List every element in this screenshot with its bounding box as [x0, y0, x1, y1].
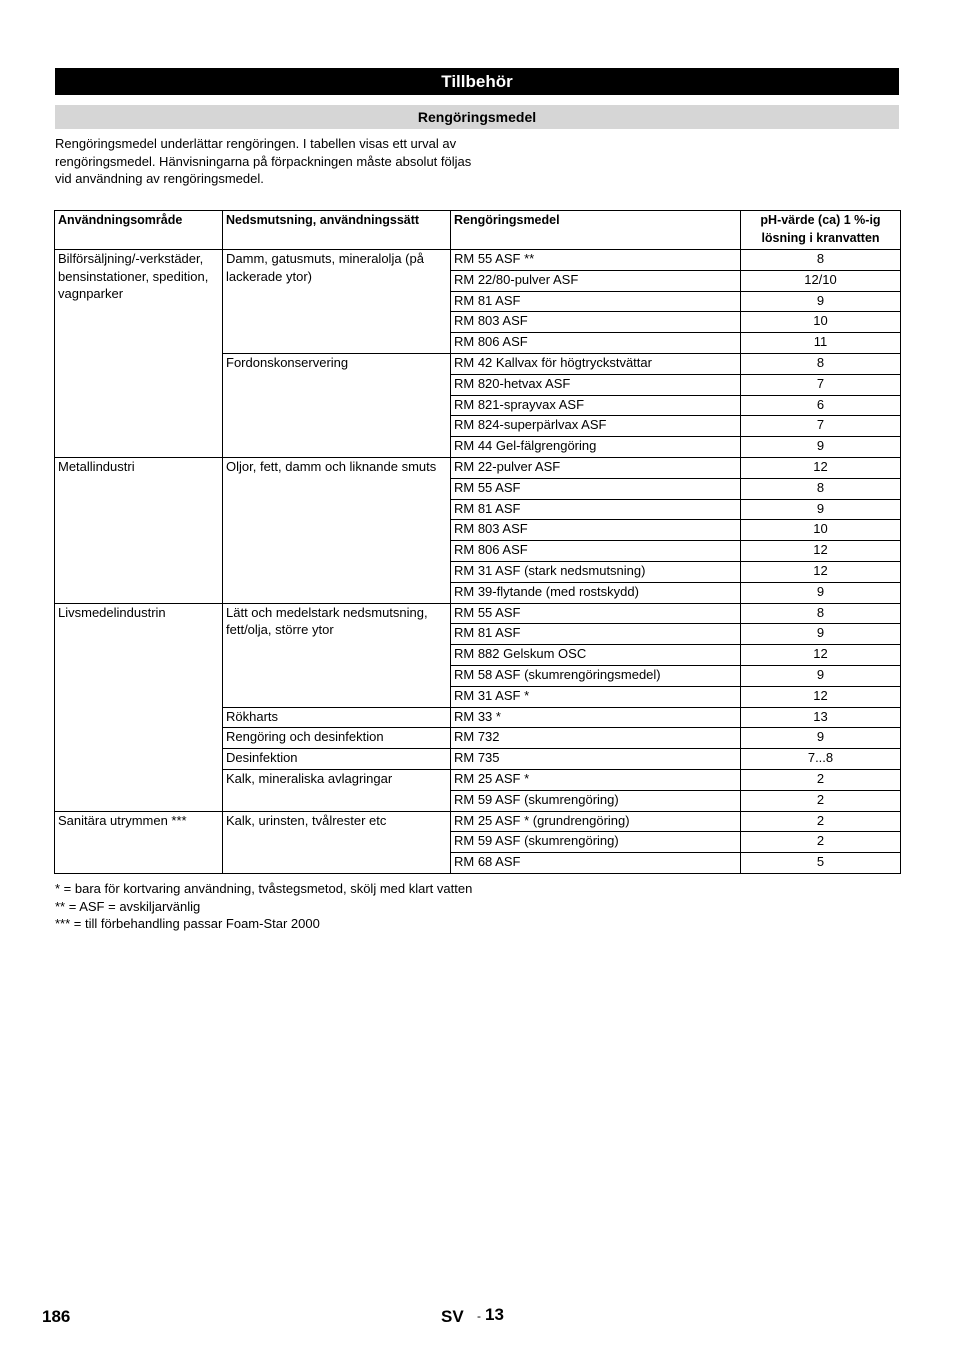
cell-agent: RM 81 ASF: [451, 291, 741, 312]
cell-ph: 7...8: [741, 749, 901, 770]
footnote: *** = till förbehandling passar Foam-Star 2000: [55, 916, 320, 931]
cell-ph: 10: [741, 312, 901, 333]
footnote: ** = ASF = avskiljarvänlig: [55, 898, 201, 914]
table-row: [55, 250, 901, 271]
cell-area: Livsmedelindustrin: [55, 603, 223, 811]
cell-area: Bilförsäljning/-verkstäder, bensinstationer, spedition, vagnparker: [55, 250, 223, 458]
cell-agent: RM 732: [451, 728, 741, 749]
cell-ph: 12: [741, 561, 901, 582]
cell-ph: 7: [741, 416, 901, 437]
cell-agent: RM 59 ASF (skumrengöring): [451, 790, 741, 811]
sub-page-value: 13: [485, 1305, 504, 1324]
cell-ph: 8: [741, 250, 901, 271]
cell-soiling: Fordonskonservering: [223, 353, 451, 457]
cell-agent: RM 33 *: [451, 707, 741, 728]
cell-ph: 8: [741, 603, 901, 624]
footnote: * = bara för kortvaring användning, tvåstegsmetod, skölj med klart vatten: [55, 881, 473, 896]
cell-ph: 9: [741, 728, 901, 749]
cell-soiling: Kalk, urinsten, tvålrester etc: [223, 811, 451, 873]
sub-page-number: [477, 1305, 504, 1325]
cell-agent: RM 39-flytande (med rostskydd): [451, 582, 741, 603]
cell-ph: 11: [741, 333, 901, 354]
cell-agent: RM 31 ASF *: [451, 686, 741, 707]
cell-agent: RM 806 ASF: [451, 333, 741, 354]
cell-agent: RM 22-pulver ASF: [451, 457, 741, 478]
cell-area: Sanitära utrymmen ***: [55, 811, 223, 873]
cell-ph: 6: [741, 395, 901, 416]
cell-agent: RM 25 ASF * (grundrengöring): [451, 811, 741, 832]
cell-ph: 8: [741, 478, 901, 499]
cell-ph: 12: [741, 645, 901, 666]
cell-agent: RM 81 ASF: [451, 499, 741, 520]
column-header-soiling: Nedsmutsning, användningssätt: [223, 211, 451, 250]
cell-soiling: Damm, gatusmuts, mineralolja (på lackerade ytor): [223, 250, 451, 354]
cell-soiling: Desinfektion: [223, 749, 451, 770]
table-row: [55, 457, 901, 478]
cell-ph: 8: [741, 353, 901, 374]
cell-agent: RM 44 Gel-fälgrengöring: [451, 437, 741, 458]
column-header-area: Användningsområde: [55, 211, 223, 250]
sub-page-dash: -: [477, 1309, 481, 1323]
column-header-agent: Rengöringsmedel: [451, 211, 741, 250]
table-header-row: [55, 211, 901, 250]
cell-soiling: Lätt och medelstark nedsmutsning, fett/olja, större ytor: [223, 603, 451, 707]
cell-ph: 2: [741, 811, 901, 832]
cell-soiling: Rengöring och desinfektion: [223, 728, 451, 749]
cell-ph: 13: [741, 707, 901, 728]
cell-ph: 12/10: [741, 270, 901, 291]
cell-ph: 9: [741, 499, 901, 520]
cell-ph: 12: [741, 457, 901, 478]
cell-agent: RM 55 ASF: [451, 478, 741, 499]
cell-ph: 12: [741, 541, 901, 562]
cell-agent: RM 821-sprayvax ASF: [451, 395, 741, 416]
cell-ph: 7: [741, 374, 901, 395]
section-subtitle: Rengöringsmedel: [55, 105, 899, 129]
cell-agent: RM 824-superpärlvax ASF: [451, 416, 741, 437]
cell-agent: RM 59 ASF (skumrengöring): [451, 832, 741, 853]
cell-ph: 9: [741, 582, 901, 603]
cell-ph: 9: [741, 437, 901, 458]
cell-agent: RM 820-hetvax ASF: [451, 374, 741, 395]
cell-agent: RM 81 ASF: [451, 624, 741, 645]
cell-ph: 2: [741, 790, 901, 811]
cell-ph: 5: [741, 853, 901, 874]
table-row: [55, 603, 901, 624]
language-code: SV: [441, 1307, 464, 1326]
cell-agent: RM 803 ASF: [451, 312, 741, 333]
cell-agent: RM 68 ASF: [451, 853, 741, 874]
cell-agent: RM 55 ASF **: [451, 250, 741, 271]
section-title: Tillbehör: [55, 68, 899, 95]
cell-agent: RM 31 ASF (stark nedsmutsning): [451, 561, 741, 582]
cell-agent: RM 58 ASF (skumrengöringsmedel): [451, 665, 741, 686]
table-body: [55, 250, 901, 874]
page-number: 186: [42, 1307, 71, 1326]
cell-ph: 10: [741, 520, 901, 541]
cell-agent: RM 22/80-pulver ASF: [451, 270, 741, 291]
cell-agent: RM 882 Gelskum OSC: [451, 645, 741, 666]
cleaning-agents-table: [54, 210, 901, 874]
footnotes: [55, 880, 475, 933]
cell-soiling: Oljor, fett, damm och liknande smuts: [223, 457, 451, 603]
cell-ph: 9: [741, 665, 901, 686]
cell-ph: 12: [741, 686, 901, 707]
column-header-ph: pH-värde (ca) 1 %-ig lösning i kranvatten: [741, 211, 901, 250]
table-row: [55, 811, 901, 832]
cell-agent: RM 42 Kallvax för högtryckstvättar: [451, 353, 741, 374]
cell-agent: RM 25 ASF *: [451, 769, 741, 790]
cell-soiling: Kalk, mineraliska avlagringar: [223, 769, 451, 811]
cell-ph: 9: [741, 624, 901, 645]
cell-agent: RM 735: [451, 749, 741, 770]
cell-soiling: Rökharts: [223, 707, 451, 728]
cell-agent: RM 55 ASF: [451, 603, 741, 624]
cell-area: Metallindustri: [55, 457, 223, 603]
cell-ph: 2: [741, 832, 901, 853]
cell-ph: 2: [741, 769, 901, 790]
cell-agent: RM 806 ASF: [451, 541, 741, 562]
intro-paragraph: Rengöringsmedel underlättar rengöringen. I tabellen visas ett urval av rengöringsmedel. Hänvisningarna på förpackningen måste absolut följas vid användning av rengöringsmedel.: [55, 136, 472, 186]
cell-agent: RM 803 ASF: [451, 520, 741, 541]
cell-ph: 9: [741, 291, 901, 312]
